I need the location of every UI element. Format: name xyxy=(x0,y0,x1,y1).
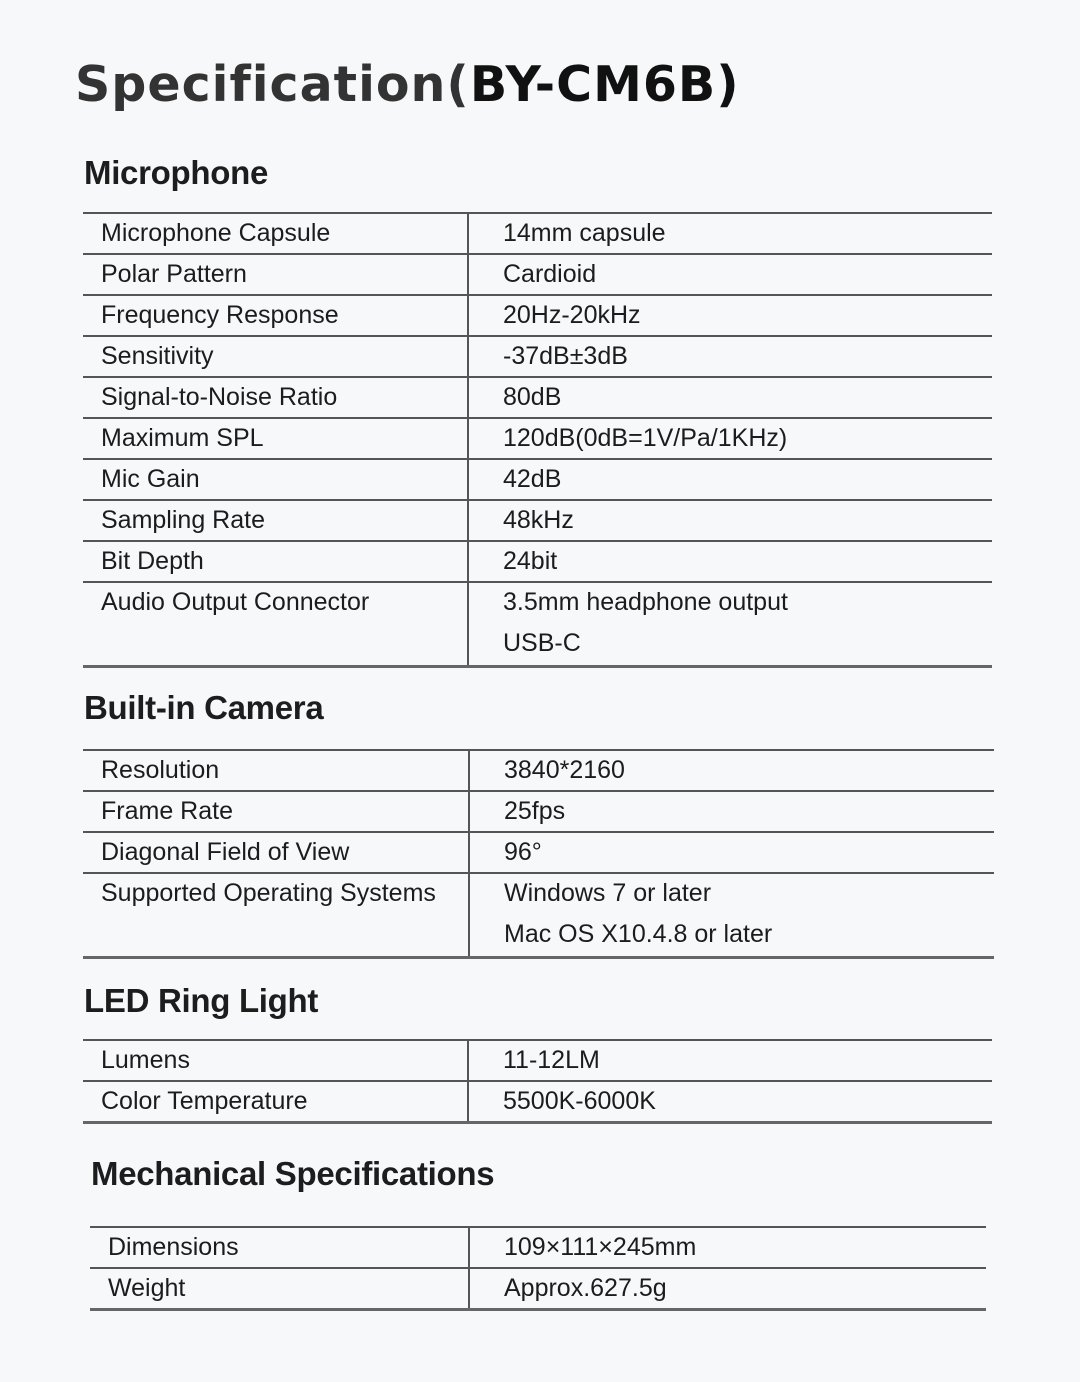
section-camera-heading xyxy=(84,689,323,727)
spec-value: 3840*2160 xyxy=(469,750,994,791)
led-spec-table xyxy=(83,1039,992,1124)
spec-value-line: Windows 7 or later xyxy=(504,879,712,907)
section-led-heading xyxy=(84,982,318,1020)
mechanical-spec-table xyxy=(90,1226,986,1311)
table-row xyxy=(83,541,992,582)
spec-label: Diagonal Field of View xyxy=(83,832,469,873)
spec-value: 25fps xyxy=(469,791,994,832)
camera-spec-table xyxy=(83,749,994,959)
spec-label: Frame Rate xyxy=(83,791,469,832)
spec-value-line: Mac OS X10.4.8 or later xyxy=(504,920,773,948)
spec-value: 24bit xyxy=(468,541,992,582)
microphone-spec-table xyxy=(83,212,992,668)
spec-value-line: USB-C xyxy=(503,629,581,657)
table-row xyxy=(83,213,992,254)
section-microphone-heading xyxy=(84,154,268,192)
spec-value: 14mm capsule xyxy=(468,213,992,254)
table-row xyxy=(83,832,994,873)
table-row xyxy=(83,791,994,832)
spec-value: 48kHz xyxy=(468,500,992,541)
spec-value: 42dB xyxy=(468,459,992,500)
spec-label: Audio Output Connector xyxy=(83,582,468,667)
table-row xyxy=(83,1040,992,1081)
table-row xyxy=(83,750,994,791)
spec-value: 80dB xyxy=(468,377,992,418)
section-title: Microphone xyxy=(84,154,268,191)
spec-value: Approx.627.5g xyxy=(469,1268,986,1310)
table-row xyxy=(83,873,994,958)
spec-value: 5500K-6000K xyxy=(468,1081,992,1123)
table-row xyxy=(83,418,992,459)
spec-label: Sensitivity xyxy=(83,336,468,377)
spec-label: Resolution xyxy=(83,750,469,791)
spec-label: Bit Depth xyxy=(83,541,468,582)
table-row xyxy=(83,336,992,377)
spec-value xyxy=(468,582,992,667)
spec-label: Maximum SPL xyxy=(83,418,468,459)
spec-label: Signal-to-Noise Ratio xyxy=(83,377,468,418)
spec-label: Dimensions xyxy=(90,1227,469,1268)
spec-label: Lumens xyxy=(83,1040,468,1081)
spec-value: 96° xyxy=(469,832,994,873)
table-row xyxy=(83,1081,992,1123)
table-row xyxy=(83,254,992,295)
section-title: LED Ring Light xyxy=(84,982,319,1019)
spec-value: 20Hz-20kHz xyxy=(468,295,992,336)
spec-label: Sampling Rate xyxy=(83,500,468,541)
spec-value: 120dB(0dB=1V/Pa/1KHz) xyxy=(468,418,992,459)
spec-label: Frequency Response xyxy=(83,295,468,336)
spec-label: Weight xyxy=(90,1268,469,1310)
page-title-prefix: Specification( xyxy=(75,56,470,113)
spec-value xyxy=(469,873,994,958)
page-title-model: BY-CM6B) xyxy=(469,56,740,113)
spec-label: Mic Gain xyxy=(83,459,468,500)
table-row xyxy=(90,1227,986,1268)
spec-value-line: 3.5mm headphone output xyxy=(503,588,788,616)
section-title: Built-in Camera xyxy=(84,689,324,726)
table-row xyxy=(83,295,992,336)
section-mechanical-heading xyxy=(91,1155,494,1193)
section-title: Mechanical Specifications xyxy=(91,1155,495,1192)
page-title xyxy=(75,56,740,113)
spec-label: Color Temperature xyxy=(83,1081,468,1123)
spec-value: 109×111×245mm xyxy=(469,1227,986,1268)
table-row xyxy=(83,459,992,500)
table-row xyxy=(83,500,992,541)
spec-value: Cardioid xyxy=(468,254,992,295)
table-row xyxy=(90,1268,986,1310)
table-row xyxy=(83,377,992,418)
table-row xyxy=(83,582,992,667)
spec-value: -37dB±3dB xyxy=(468,336,992,377)
spec-label: Microphone Capsule xyxy=(83,213,468,254)
spec-label: Polar Pattern xyxy=(83,254,468,295)
spec-label: Supported Operating Systems xyxy=(83,873,469,958)
spec-value: 11-12LM xyxy=(468,1040,992,1081)
